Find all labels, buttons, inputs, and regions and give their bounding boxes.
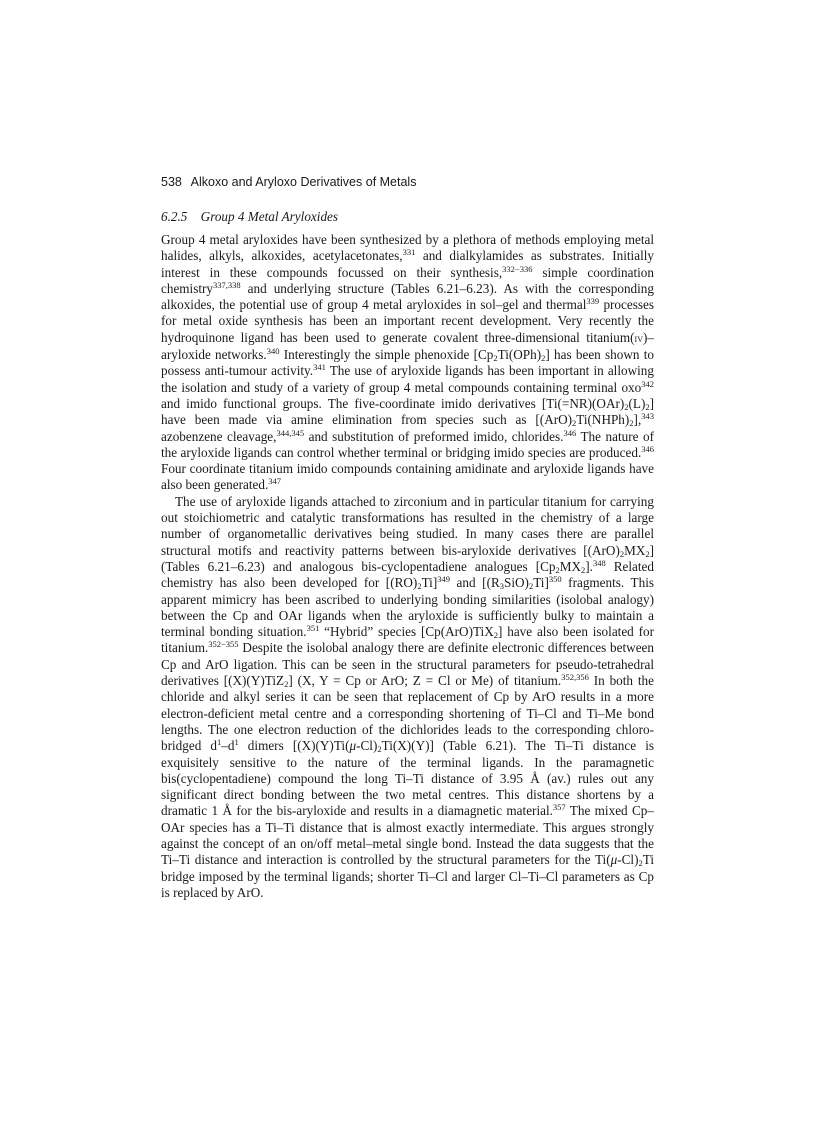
- section-number: 6.2.5: [161, 209, 188, 224]
- section-title: Group 4 Metal Aryloxides: [200, 209, 339, 224]
- subscript: 2: [645, 401, 650, 412]
- citation-ref: 344,345: [276, 427, 305, 438]
- running-head: [161, 175, 661, 189]
- citation-ref: 341: [313, 362, 326, 373]
- page-number: 538: [161, 175, 182, 189]
- citation-ref: 346: [641, 443, 654, 454]
- citation-ref: 352,356: [561, 672, 589, 683]
- citation-ref: 342: [641, 378, 654, 389]
- subscript: 2: [572, 418, 577, 429]
- subscript: 2: [493, 353, 498, 364]
- subscript: 2: [638, 858, 643, 869]
- subscript: 2: [541, 353, 546, 364]
- italic-symbol: μ: [349, 738, 357, 754]
- citation-ref: 357: [552, 802, 566, 813]
- subscript: 2: [528, 581, 534, 592]
- citation-ref: 340: [266, 346, 280, 357]
- citation-ref: 1: [234, 737, 239, 748]
- running-title: Alkoxo and Aryloxo Derivatives of Metals: [190, 175, 417, 189]
- subscript: 3: [499, 581, 505, 592]
- subscript: 2: [624, 401, 629, 412]
- subscript: 2: [284, 679, 289, 690]
- citation-ref: 347: [268, 476, 282, 487]
- citation-ref: 331: [402, 247, 416, 258]
- subscript: 2: [493, 630, 498, 641]
- section-heading: [161, 209, 661, 225]
- citation-ref: 350: [548, 574, 562, 585]
- citation-ref: 343: [641, 411, 654, 422]
- subscript: 2: [580, 564, 586, 575]
- citation-ref: 332−336: [502, 263, 533, 274]
- citation-ref: 346: [563, 427, 577, 438]
- citation-ref: 337,338: [213, 279, 241, 290]
- body-text: [161, 232, 654, 901]
- citation-ref: 348: [592, 557, 606, 568]
- subscript: 2: [619, 548, 625, 559]
- citation-ref: 349: [437, 574, 450, 585]
- citation-ref: 352−355: [208, 639, 239, 650]
- paragraph-2: The use of aryloxide ligands attached to zirconium and in particular titanium for carrying out stoichiometric and catalytic transformations has resulted in the chemistry of a large number of organometallic derivatives being studied. In many cases there are parallel structural motifs and reactivity patterns between bis-aryloxide derivatives $[(ArO)_2MX_2]$ (Tables 6.21–6.23) and analogous bis-cyclopentadiene analogues $[Cp_2MX_2].^{348}$ Related chemistry has also been developed for $[(RO)_2Ti]^{349}$ and $[(R_3SiO)_2Ti]^{350}$ fragments. This apparent mimicry has been ascribed to underlying bonding similarities (isolobal analogy) between the Cp and OAr ligands when the aryloxide is sufficiently bulky to maintain a terminal bonding situation.$^{351}$ “Hybrid” species [Cp(ArO)TiX$_2$] have also been isolated for titanium.$^{352-355}$ Despite the isolobal analogy there are definite electronic differences between Cp and ArO ligation. This can be seen in the structural parameters for pseudo-tetrahedral derivatives [(X)(Y)TiZ$_2$] (X, Y = Cp or ArO; Z = Cl or Me) of titanium.$^{352,356}$ In both the chloride and alkyl series it can be seen that replacement of Cp by ArO results in a more electron-deficient metal centre and a corresponding shortening of Ti–Cl and Ti–Me bond lengths. The one electron reduction of the dichlorides leads to the corresponding chloro-bridged $d^1-d^1$ dimers $[(X)(Y)Ti(\mu-Cl)_2Ti(X)(Y)]$ (Table 6.21). The Ti–Ti distance is exquisitely sensitive to the nature of the terminal ligands. In the paramagnetic bis(cyclopentadiene) compound the long Ti–Ti distance of 3.95 Å (av.) rules out any significant direct bonding between the two metal centres. This distance shortens by a dramatic 1 Å for the bis-aryloxide and results in a diamagnetic material.$^{357}$ The mixed Cp–OAr species has a Ti–Ti distance that is almost exactly intermediate. This argues strongly against the concept of an on/off metal–metal single bond. Instead the data suggests that the Ti–Ti distance and interaction is controlled by the structural parameters for the $Ti(\mu-Cl)_2Ti$ bridge imposed by the terminal ligands; shorter Ti–Cl and larger Cl–Ti–Cl parameters as Cp is replaced by ArO.: [161, 493, 655, 900]
- small-caps: iv: [634, 332, 643, 345]
- subscript: 2: [555, 564, 560, 575]
- italic-symbol: μ: [610, 852, 618, 868]
- citation-ref: 351: [306, 623, 320, 634]
- subscript: 2: [629, 418, 634, 429]
- citation-ref: 1: [217, 737, 222, 748]
- citation-ref: 339: [586, 296, 600, 307]
- subscript: 2: [417, 581, 422, 592]
- subscript: 2: [645, 548, 650, 559]
- subscript: 2: [377, 744, 382, 755]
- paragraph-1: Group 4 metal aryloxides have been synthesized by a plethora of methods employing metal halides, alkyls, alkoxides, acetylacetonates,$^{331}$ and dialkylamides as substrates. Initially interest in these compounds focussed on their synthesis,$^{332-336}$ simple coordination chemistry$^{337,338}$ and underlying structure (Tables 6.21–6.23). As with the corresponding alkoxides, the potential use of group 4 metal aryloxides in sol–gel and thermal$^{339}$ processes for metal oxide synthesis has been an important recent development. Very recently the hydroquinone ligand has been used to generate covalent three-dimensional titanium(iv)–aryloxide networks.$^{340}$ Interestingly the simple phenoxide $[Cp_2Ti(OPh)_2]$ has been shown to possess anti-tumour activity.$^{341}$ The use of aryloxide ligands has been important in allowing the isolation and study of a variety of group 4 metal compounds containing terminal oxo$^{342}$ and imido functional groups. The five-coordinate imido derivatives $[Ti(=NR)(OAr)_2(L)_2]$ have been made via amine elimination from species such as $[(ArO)_2Ti(NHPh)_2],^{343}$ azobenzene cleavage,$^{344,345}$ and substitution of preformed imido, chlorides.$^{346}$ The nature of the aryloxide ligands can control whether terminal or bridging imido species are produced.$^{346}$ Four coordinate titanium imido compounds containing amidinate and aryloxide ligands have also been generated.$^{347}$: [161, 232, 654, 493]
